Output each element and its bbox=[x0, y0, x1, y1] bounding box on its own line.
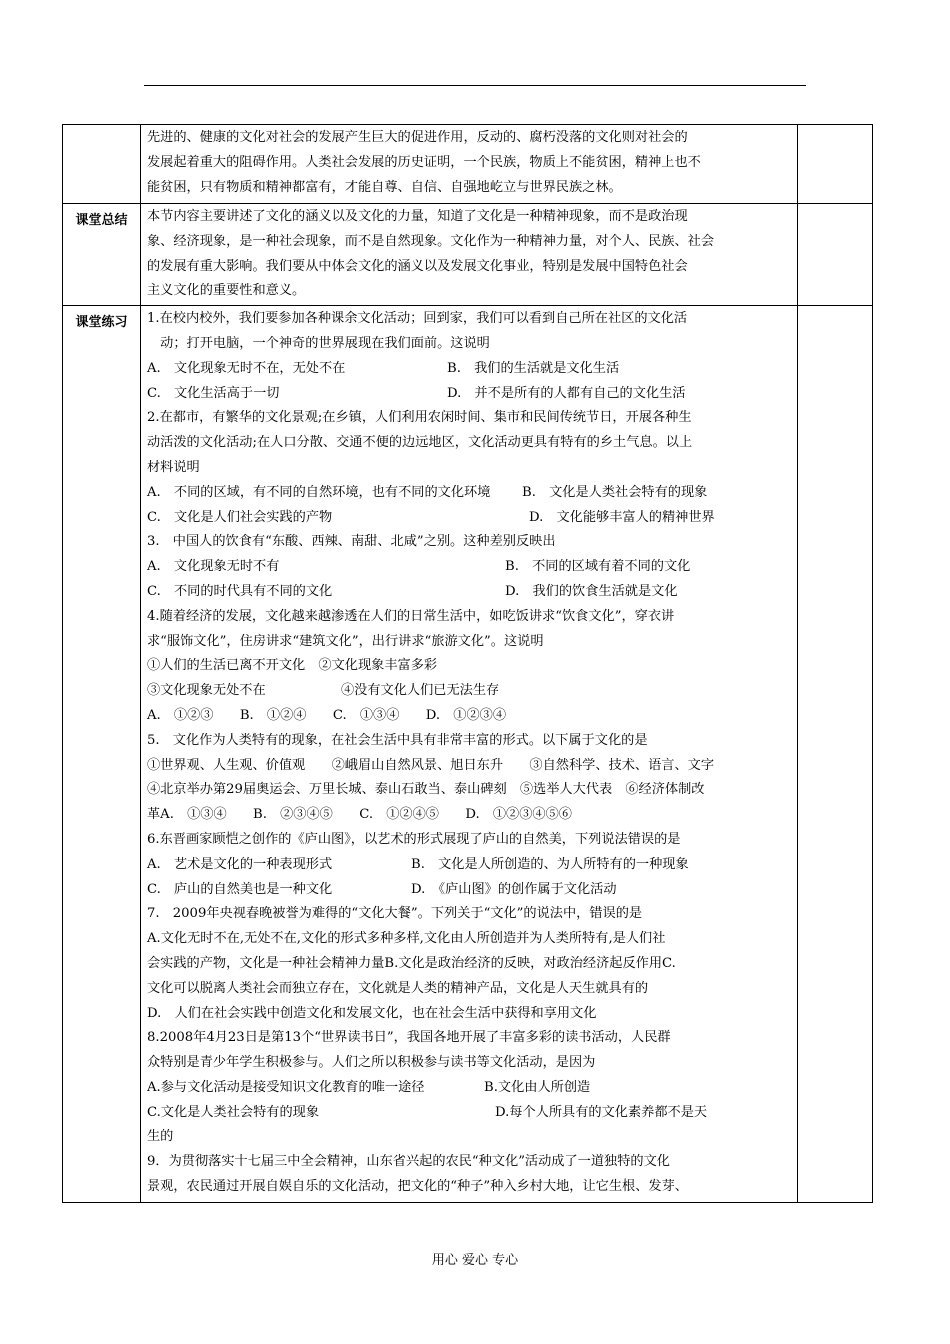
notes-cell bbox=[798, 204, 873, 306]
option-b: B. 文化是人类社会特有的现象 bbox=[522, 484, 708, 500]
question-stem: 求“服饰文化”，住房讲求“建筑文化”，出行讲求“旅游文化”。这说明 bbox=[147, 633, 544, 649]
option-c: C. 庐山的自然美也是一种文化 bbox=[147, 881, 333, 897]
option-row bbox=[147, 1101, 793, 1126]
option-c: C. 不同的时代具有不同的文化 bbox=[147, 583, 333, 599]
option-row bbox=[147, 481, 793, 506]
question-stem: 8.2008年4月23日是第13个“世界读书日”，我国各地开展了丰富多彩的读书活动，人民群 bbox=[147, 1030, 671, 1046]
question-stem: 7. 2009年央视春晚被誉为难得的“文化大餐”。下列关于“文化”的说法中，错误的是 bbox=[147, 906, 643, 922]
summary-row bbox=[63, 204, 873, 306]
lesson-table bbox=[62, 124, 873, 1203]
text-line: 本节内容主要讲述了文化的涵义以及文化的力量，知道了文化是一种精神现象，而不是政治现 bbox=[147, 209, 688, 224]
option-c: C.文化是人类社会特有的现象 bbox=[147, 1104, 320, 1120]
option-c: C. 文化生活高于一切 bbox=[147, 385, 280, 401]
option-c: C. 文化是人们社会实践的产物 bbox=[147, 509, 333, 525]
question-stem: 众特别是青少年学生积极参与。人们之所以积极参与读书等文化活动，是因为 bbox=[147, 1055, 596, 1071]
question-stem: 动活泼的文化活动;在人口分散、交通不便的边远地区，文化活动更具有特有的乡土气息。以上 bbox=[147, 435, 693, 451]
option-row bbox=[147, 1076, 793, 1101]
option-4: ④没有文化人们已无法生存 bbox=[341, 683, 500, 699]
question-stem: 3. 中国人的饮食有“东酸、西辣、南甜、北咸”之别。这种差别反映出 bbox=[147, 534, 556, 550]
continuation-label-cell bbox=[63, 125, 141, 204]
text-line: 能贫困，只有物质和精神都富有，才能自尊、自信、自强地屹立与世界民族之林。 bbox=[147, 179, 622, 195]
option-row bbox=[147, 382, 793, 407]
answer-choices: A. ①②③ B. ①②④ C. ①③④ D. ①②③④ bbox=[147, 707, 507, 723]
summary-label: 课堂总结 bbox=[63, 204, 141, 306]
option-b: B.文化由人所创造 bbox=[484, 1079, 591, 1095]
question-stem: 6.东晋画家顾恺之创作的《庐山图》，以艺术的形式展现了庐山的自然美，下列说法错误的是 bbox=[147, 831, 681, 847]
page-footer: 用心 爱心 专心 bbox=[431, 1253, 519, 1268]
option-row: 会实践的产物，文化是一种社会精神力量B.文化是政治经济的反映，对政治经济起反作用C. bbox=[147, 955, 676, 971]
question-stem: 景观，农民通过开展自娱自乐的文化活动，把文化的“种子”种入乡村大地，让它生根、发芽、 bbox=[147, 1179, 688, 1195]
option-row bbox=[147, 506, 793, 531]
option-row bbox=[147, 878, 793, 903]
continuation-content bbox=[141, 125, 798, 204]
option-row bbox=[147, 853, 793, 878]
option-row bbox=[147, 555, 793, 580]
option-row bbox=[147, 357, 793, 382]
option-row: ①世界观、人生观、价值观 ②峨眉山自然风景、旭日东升 ③自然科学、技术、语言、文字 bbox=[147, 757, 715, 773]
question-stem: 1.在校内校外，我们要参加各种课余文化活动；回到家，我们可以看到自己所在社区的文化活 bbox=[147, 311, 688, 327]
notes-cell bbox=[798, 125, 873, 204]
option-row: A.文化无时不在,无处不在,文化的形式多种多样,文化由人所创造并为人类所特有,是人们社 bbox=[147, 931, 666, 947]
option-b: B. 文化是人所创造的、为人所特有的一种现象 bbox=[411, 856, 689, 872]
option-row bbox=[147, 679, 793, 704]
option-d: D. 《庐山图》的创作属于文化活动 bbox=[411, 881, 617, 897]
option-d: D.每个人所具有的文化素养都不是天 bbox=[495, 1104, 708, 1120]
question-stem: 材料说明 bbox=[147, 459, 200, 475]
exercise-content bbox=[141, 306, 798, 1203]
question-stem: 2.在都市，有繁华的文化景观;在乡镇，人们利用农闲时间、集市和民间传统节日，开展各种生 bbox=[147, 410, 692, 426]
option-b: B. 我们的生活就是文化生活 bbox=[447, 360, 620, 376]
option-d: D. 并不是所有的人都有自己的文化生活 bbox=[447, 385, 686, 401]
header-rule bbox=[144, 85, 806, 86]
option-a: A. 艺术是文化的一种表现形式 bbox=[147, 856, 333, 872]
question-stem: 动；打开电脑，一个神奇的世界展现在我们面前。这说明 bbox=[147, 335, 490, 351]
text-line: 的发展有重大影响。我们要从中体会文化的涵义以及发展文化事业，特别是发展中国特色社会 bbox=[147, 258, 688, 274]
option-row: 文化可以脱离人类社会而独立存在，文化就是人类的精神产品，文化是人天生就具有的 bbox=[147, 980, 649, 996]
notes-cell bbox=[798, 306, 873, 1203]
exercise-label: 课堂练习 bbox=[63, 306, 141, 1203]
question-stem: 4.随着经济的发展，文化越来越渗透在人们的日常生活中，如吃饭讲求“饮食文化”，穿衣讲 bbox=[147, 608, 675, 624]
option-3: ③文化现象无处不在 bbox=[147, 683, 266, 699]
option-row: ①人们的生活已离不开文化 ②文化现象丰富多彩 bbox=[147, 658, 438, 674]
option-row: D. 人们在社会实践中创造文化和发展文化，也在社会生活中获得和享用文化 bbox=[147, 1005, 597, 1021]
option-a: A.参与文化活动是接受知识文化教育的唯一途径 bbox=[147, 1079, 425, 1095]
option-row: 生的 bbox=[147, 1129, 174, 1145]
option-d: D. 文化能够丰富人的精神世界 bbox=[529, 509, 715, 525]
summary-content bbox=[141, 204, 798, 306]
option-row bbox=[147, 580, 793, 605]
option-row: ④北京举办第29届奥运会、万里长城、泰山石敢当、泰山碑刻 ⑤选举人大代表 ⑥经济体制改 bbox=[147, 782, 705, 798]
option-a: A. 文化现象无时不在，无处不在 bbox=[147, 360, 346, 376]
text-line: 主义文化的重要性和意义。 bbox=[147, 283, 306, 299]
text-line: 象、经济现象，是一种社会现象，而不是自然现象。文化作为一种精神力量，对个人、民族、社会 bbox=[147, 233, 715, 249]
option-a: A. 不同的区域，有不同的自然环境，也有不同的文化环境 bbox=[147, 484, 491, 500]
exercise-row bbox=[63, 306, 873, 1203]
option-b: B. 不同的区域有着不同的文化 bbox=[505, 559, 691, 575]
option-a: A. 文化现象无时不有 bbox=[147, 559, 280, 575]
continuation-row bbox=[63, 125, 873, 204]
text-line: 发展起着重大的阻碍作用。人类社会发展的历史证明，一个民族，物质上不能贫困，精神上也不 bbox=[147, 154, 701, 170]
question-stem: 9．为贯彻落实十七届三中全会精神，山东省兴起的农民“种文化”活动成了一道独特的文化 bbox=[147, 1154, 670, 1170]
text-line: 先进的、健康的文化对社会的发展产生巨大的促进作用，反动的、腐朽没落的文化则对社会的 bbox=[147, 130, 688, 145]
question-stem: 5. 文化作为人类特有的现象，在社会生活中具有非常丰富的形式。以下属于文化的是 bbox=[147, 732, 648, 748]
option-row: 革A. ①③④ B. ②③④⑤ C. ①②④⑤ D. ①②③④⑤⑥ bbox=[147, 807, 572, 823]
option-d: D. 我们的饮食生活就是文化 bbox=[505, 583, 678, 599]
